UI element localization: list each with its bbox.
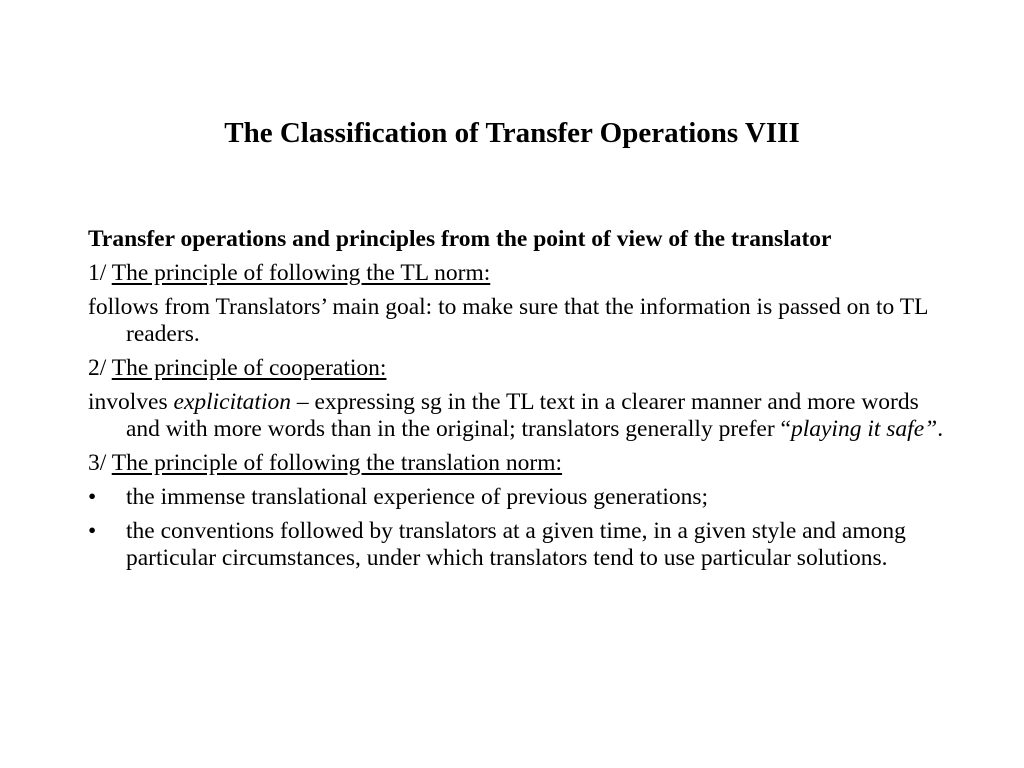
bullet-item (88, 484, 948, 511)
principle-3-label: The principle of following the translation norm: (111, 450, 563, 476)
principle-1-label: The principle of following the TL norm: (111, 260, 491, 286)
principle-3-header (88, 450, 948, 477)
principle-2-text-end: . (937, 416, 944, 442)
bullet-text: the immense translational experience of previous generations; (126, 484, 709, 510)
principle-2-text-prefix: involves (88, 389, 174, 415)
bullet-dot: • (88, 484, 97, 510)
principle-2-label: The principle of cooperation: (111, 355, 387, 381)
section-heading: Transfer operations and principles from the point of view of the translator (88, 226, 832, 252)
principle-1-text: follows from Translators’ main goal: to make sure that the information is passed on to TL readers. (88, 294, 928, 347)
principle-2-text (88, 389, 948, 443)
bullet-text: the conventions followed by translators at a given time, in a given style and among particular circumstances, under which translators tend to use particular solutions. (126, 518, 906, 571)
principle-2-quote: playing it safe” (790, 416, 938, 442)
slide-body (88, 226, 948, 579)
principle-1-number: 1/ (88, 260, 107, 286)
principle-3-number: 3/ (88, 450, 107, 476)
bullet-item (88, 518, 948, 572)
principle-2-number: 2/ (88, 355, 107, 381)
principle-2-header (88, 355, 948, 382)
slide-title: The Classification of Transfer Operations VIII (224, 117, 800, 149)
principle-1-header (88, 260, 948, 287)
principle-2-text-middle: – expressing sg in the TL text in a clearer manner and more words and with more words than in the original; translators generally prefer “ (126, 389, 919, 442)
bullet-dot: • (88, 518, 97, 544)
principle-2-explicitation: explicitation (173, 389, 291, 415)
